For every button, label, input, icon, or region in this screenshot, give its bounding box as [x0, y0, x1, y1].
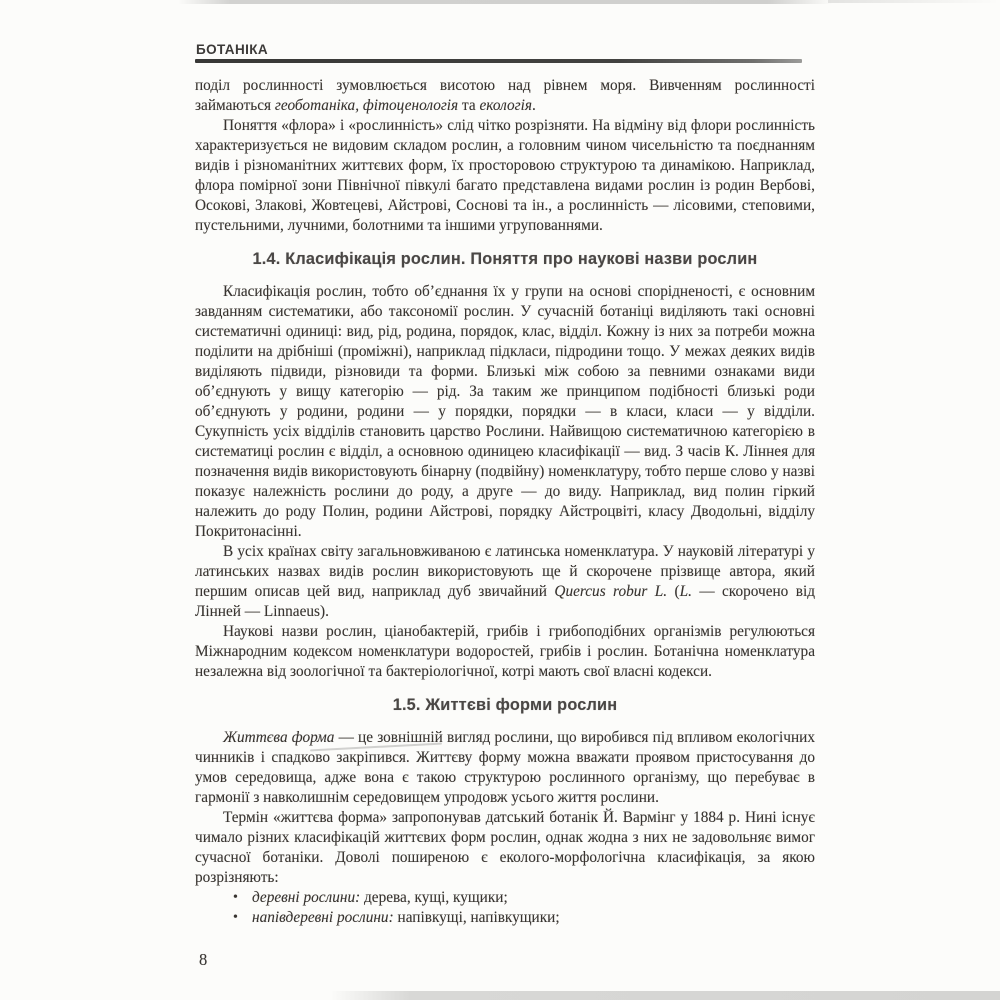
list-item-woody-plants — [195, 888, 815, 908]
paragraph-nomenclature-codes: Наукові назви рослин, ціанобактерій, грибів і грибоподібних організмів регулюються Міжнародним кодексом номенклатури водоростей, грибів і рослин. Ботанічна номенклатура незалежна від зоологічної та бактеріологічної, котрі мають свої власні кодекси. — [195, 623, 815, 680]
section-heading-1-5: 1.5. Життєві форми рослин — [392, 696, 618, 714]
bullet-icon: • — [233, 890, 238, 905]
text-run-italic: Життєва форма — [223, 729, 335, 746]
paragraph-life-form-term: Термін «життєва форма» запропонував датський ботанік Й. Вармінг у 1884 р. Нині існує чимало різних класифікацій життєвих форм рослин, однак жодна з них не задовольняє вимог сучасної ботаніки. Доволі поширеною є еколого-морфологічна класифікація, за якою розрізняють: — [195, 809, 815, 886]
life-forms-list — [195, 888, 815, 928]
paragraph-vegetation-continuation — [195, 76, 815, 116]
paragraph-classification: Класифікація рослин, тобто об’єднання їх у групи на основі спорідненості, є основним завданням систематики, або таксономії рослин. У сучасній ботаніці виділяють такі основні систематичні одиниці: вид, рід, родина, порядок, клас, відділ. Кожну із них за потреби можна поділити на дрібніші (проміжні), наприклад підкласи, підродини тощо. У межах деяких видів виділяють підвиди, різновиди та форми. Близькі між собою за певними ознаками види об’єднують у вищу категорію — рід. За таким же принципом подібності близькі роди об’єднують у родини, родини — у порядки, порядки — в класи, класи — у відділи. Сукупність усіх відділів становить царство Рослини. Найвищою систематичною категорією в систематиці рослин є відділ, а основною одиницею класифікації — вид. З часів К. Ліннея для позначення видів використовують бінарну (подвійну) номенклатуру, тобто перше слово у назві показує належність рослини до роду, а друге — до виду. Наприклад, вид полин гіркий належить до роду Полин, родини Айстрові, порядку Айстроцвіті, класу Дводольні, відділу Покритонасінні. — [195, 283, 815, 540]
list-item-semi-woody-plants — [195, 908, 815, 928]
text-run-italic: геоботаніка, фітоценологія — [274, 97, 459, 114]
text-run: та — [458, 97, 480, 114]
section-heading-1-4: 1.4. Класифікація рослин. Поняття про наукові назви рослин — [252, 250, 758, 268]
text-run: В усіх країнах світу загальновживаною є латинська номенклатура. У науковій літературі у латинських назвах видів рослин використовують ще й скорочене прізвище автора, який першим описав цей вид, наприклад дуб звичайний — [195, 543, 815, 600]
text-run-italic: екологія — [479, 97, 532, 114]
text-run: . — [531, 97, 536, 114]
header-rule — [195, 59, 802, 63]
list-item-rest: напівкущі, напівкущики; — [393, 909, 560, 926]
list-item-lead: деревні рослини: — [252, 889, 361, 906]
bullet-icon: • — [233, 910, 238, 925]
text-run-italic: Quercus robur L. — [554, 583, 668, 600]
text-run: ( — [667, 583, 680, 600]
list-item-rest: дерева, кущі, кущики; — [360, 889, 508, 906]
scan-edge-top — [178, 0, 833, 4]
text-run: — скорочено від Лінней — Linnaeus). — [195, 583, 815, 620]
text-column — [195, 76, 815, 928]
running-header-title: БОТАНІКА — [196, 42, 269, 57]
text-run: поділ рослинності зумовлюється висотою над рівнем моря. Вивченням рослинності займаються — [195, 77, 815, 114]
list-item-lead: напівдеревні рослини: — [252, 909, 394, 926]
page-number: 8 — [199, 950, 208, 969]
paragraph-latin-nomenclature — [195, 542, 815, 622]
scan-edge-top-right — [828, 0, 1000, 3]
scan-edge-bottom — [330, 991, 1000, 1000]
paragraph-flora-vs-vegetation: Поняття «флора» і «рослинність» слід чітко розрізняти. На відміну від флори рослинність характеризується не видовим складом рослин, а головним чином чисельністю та поєднанням видів і різноманітних життєвих форм, їх просторовою структурою та динамікою. Наприклад, флора помірної зони Північної півкулі багато представлена видами рослин із родин Вербові, Осокові, Злакові, Жовтецеві, Айстрові, Соснові та ін., а рослинність — лісовими, степовими, пустельними, лучними, болотними та іншими угрупованнями. — [195, 117, 815, 234]
text-run-italic: L. — [679, 583, 692, 600]
text-run: — це зовнішній вигляд рослини, що виробився під впливом екологічних чинників і спадково закріпився. Життєву форму можна вважати проявом пристосування до умов середовища, адже вона є такою структурою рослинного організму, що перебуває в гармонії з навколишнім середовищем упродовж усього життя рослини. — [195, 729, 815, 806]
paragraph-life-form-definition — [195, 728, 815, 808]
